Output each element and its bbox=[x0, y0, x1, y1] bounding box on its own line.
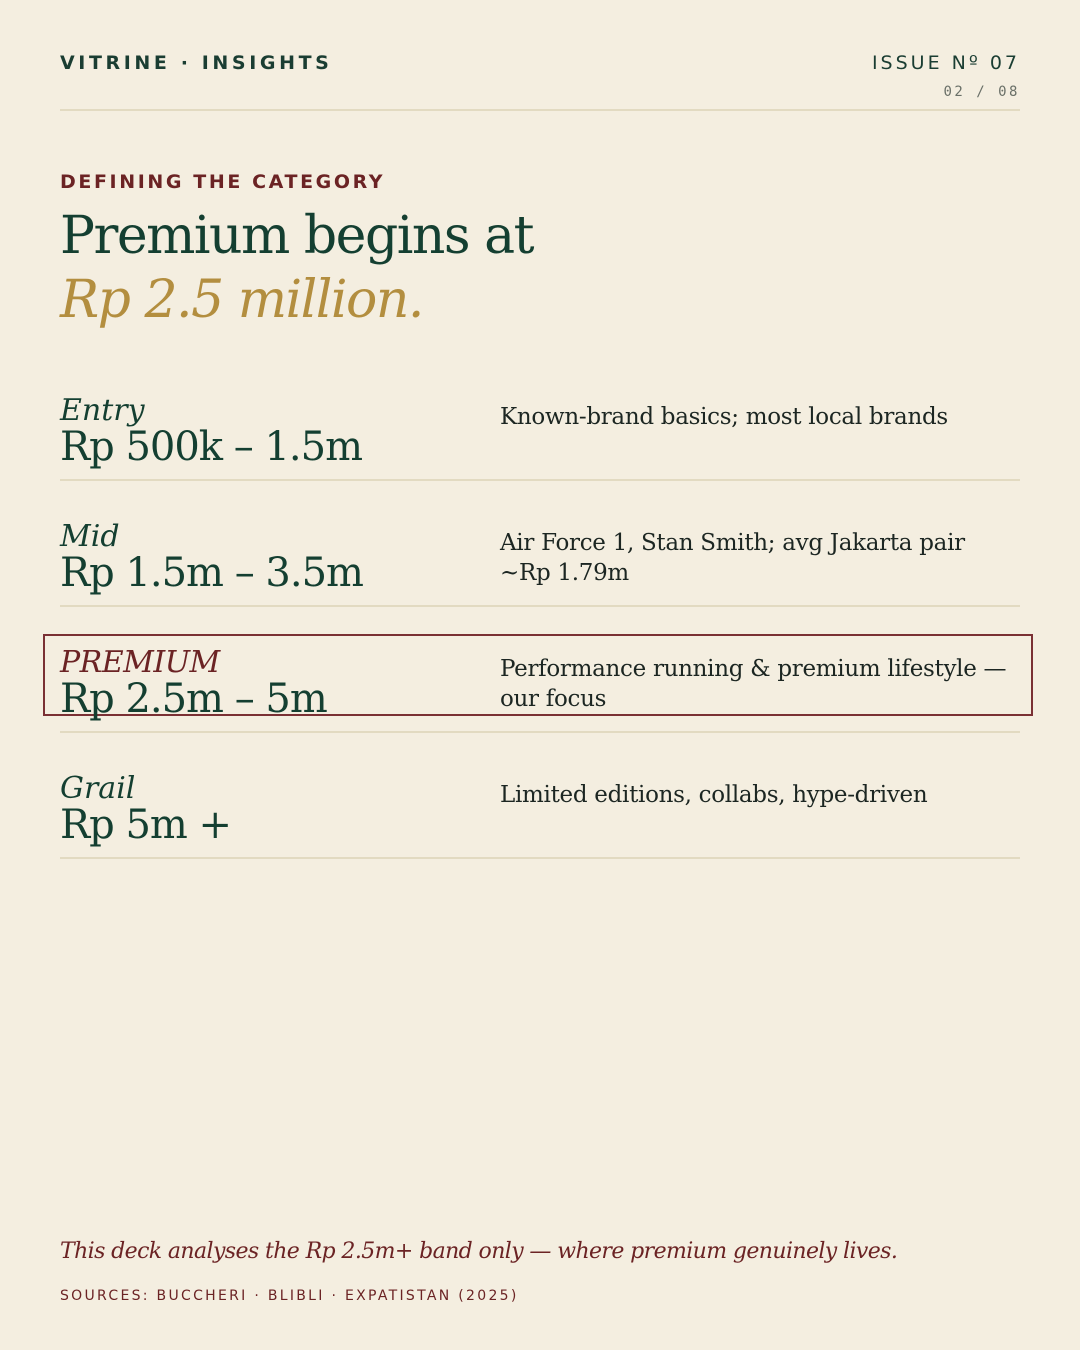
tier-price-range: Rp 500k – 1.5m bbox=[60, 424, 362, 470]
tier-price-range: Rp 2.5m – 5m bbox=[60, 676, 327, 722]
tier-description: Limited editions, collabs, hype-driven bbox=[500, 782, 928, 808]
tier-name: PREMIUM bbox=[60, 645, 220, 680]
page-title: Premium begins at bbox=[60, 206, 533, 266]
brand-label: VITRINE · INSIGHTS bbox=[60, 52, 333, 74]
sources-line: SOURCES: BUCCHERI · BLIBLI · EXPATISTAN (2025) bbox=[60, 1288, 519, 1304]
tier-description: Performance running & premium lifestyle — our focus bbox=[500, 656, 1007, 712]
page-title-accent: Rp 2.5 million. bbox=[60, 270, 423, 330]
tier-divider bbox=[60, 857, 1020, 859]
tier-name: Entry bbox=[60, 393, 145, 428]
slide-page bbox=[60, 0, 1020, 1350]
tier-description: Air Force 1, Stan Smith; avg Jakarta pair ~Rp 1.79m bbox=[500, 530, 965, 586]
page-counter: 02 / 08 bbox=[943, 84, 1020, 100]
footnote: This deck analyses the Rp 2.5m+ band only — where premium genuinely lives. bbox=[60, 1239, 898, 1264]
tier-divider bbox=[60, 605, 1020, 607]
issue-number: ISSUE Nº 07 bbox=[871, 52, 1020, 74]
tier-row-mid bbox=[60, 519, 1020, 645]
tier-name: Grail bbox=[60, 771, 136, 806]
tier-row-entry bbox=[60, 393, 1020, 519]
tier-price-range: Rp 1.5m – 3.5m bbox=[60, 550, 363, 596]
tier-row-grail bbox=[60, 771, 1020, 897]
tier-divider bbox=[60, 479, 1020, 481]
section-kicker: DEFINING THE CATEGORY bbox=[60, 171, 386, 193]
tier-description: Known-brand basics; most local brands bbox=[500, 404, 948, 430]
header-divider bbox=[60, 109, 1020, 111]
tier-name: Mid bbox=[60, 519, 120, 554]
tier-divider bbox=[60, 731, 1020, 733]
tier-price-range: Rp 5m + bbox=[60, 802, 232, 848]
tier-row-premium bbox=[60, 645, 1020, 771]
